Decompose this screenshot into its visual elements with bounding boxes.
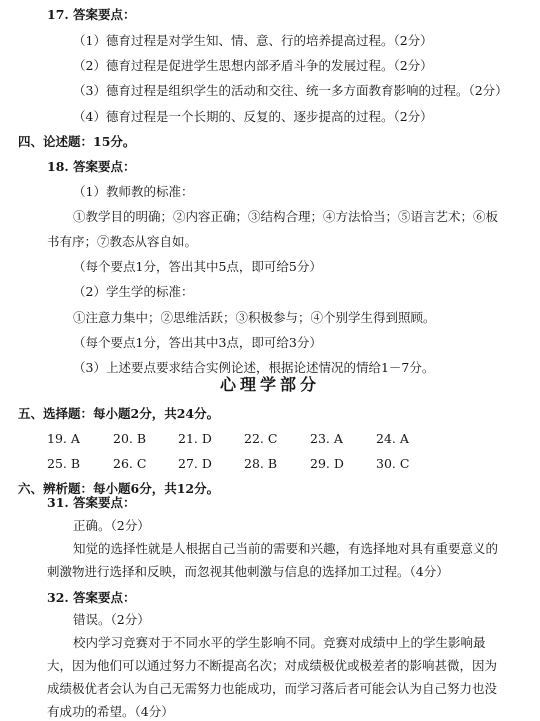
q32-line-2: 大，因为他们可以通过努力不断提高名次；对成绩极优或极差者的影响甚微，因为 <box>47 658 498 673</box>
section-6-title: 六、辨析题：每小题6分，共12分。 <box>18 481 220 496</box>
q17-point-2: （2）德育过程是促进学生思想内部矛盾斗争的发展过程。（2分） <box>73 58 433 73</box>
q17-point-1: （1）德育过程是对学生知、情、意、行的培养提高过程。（2分） <box>73 33 433 48</box>
q17-heading: 答案要点： <box>73 7 136 22</box>
section-5-title: 五、选择题：每小题2分，共24分。 <box>18 406 220 421</box>
q31-number: 31. <box>47 495 69 510</box>
answer-21: 21. D <box>178 431 212 446</box>
answer-28: 28. B <box>244 456 278 471</box>
q32-heading: 答案要点： <box>73 590 136 605</box>
q18-line-5: （2）学生学的标准： <box>73 284 194 299</box>
answer-24: 24. A <box>376 431 409 446</box>
answer-27: 27. D <box>178 456 212 471</box>
q18-line-1: （1）教师教的标准： <box>73 184 194 199</box>
q18-line-3: 书有序；⑦教态从容自如。 <box>47 234 198 249</box>
q17-number: 17. <box>47 7 69 22</box>
q32-number: 32. <box>47 590 69 605</box>
answer-26: 26. C <box>113 456 147 471</box>
q18-line-6: ①注意力集中；②思维活跃；③积极参与；④个别学生得到照顾。 <box>73 310 436 325</box>
answer-25: 25. B <box>47 456 81 471</box>
answer-20: 20. B <box>113 431 147 446</box>
q18-number: 18. <box>47 159 69 174</box>
q18-line-4: （每个要点1分，答出其中5点，即可给5分） <box>73 259 322 274</box>
q32-line-4: 有成功的希望。（4分） <box>47 704 174 719</box>
q32-verdict: 错误。（2分） <box>73 612 150 627</box>
q31-heading: 答案要点： <box>73 495 136 510</box>
part-title: 心理学部分 <box>219 375 320 394</box>
q17-point-4: （4）德育过程是一个长期的、反复的、逐步提高的过程。（2分） <box>73 109 433 124</box>
q32-line-3: 成绩极优者会认为自己无需努力也能成功，而学习落后者可能会认为自己努力也没 <box>47 681 498 696</box>
q32-line-1: 校内学习竞赛对于不同水平的学生影响不同。竞赛对成绩中上的学生影响最 <box>73 635 486 650</box>
q18-line-2: ①教学目的明确；②内容正确；③结构合理；④方法恰当；⑤语言艺术；⑥板 <box>73 209 499 224</box>
q31-line-1: 知觉的选择性就是人根据自己当前的需要和兴趣，有选择地对具有重要意义的 <box>73 541 499 556</box>
answer-23: 23. A <box>310 431 343 446</box>
q18-heading: 答案要点： <box>73 159 136 174</box>
answer-30: 30. C <box>376 456 410 471</box>
q18-line-7: （每个要点1分，答出其中3点，即可给3分） <box>73 335 322 350</box>
q18-line-8: （3）上述要点要求结合实例论述，根据论述情况的情给1－7分。 <box>73 360 435 375</box>
q31-line-2: 刺激物进行选择和反映，而忽视其他刺激与信息的选择加工过程。（4分） <box>47 564 449 579</box>
section-4-title: 四、论述题：15分。 <box>18 134 136 149</box>
answer-22: 22. C <box>244 431 278 446</box>
q31-verdict: 正确。（2分） <box>73 518 150 533</box>
answer-29: 29. D <box>310 456 344 471</box>
answer-19: 19. A <box>47 431 80 446</box>
q17-point-3: （3）德育过程是组织学生的活动和交往、统一多方面教育影响的过程。（2分） <box>73 83 508 98</box>
